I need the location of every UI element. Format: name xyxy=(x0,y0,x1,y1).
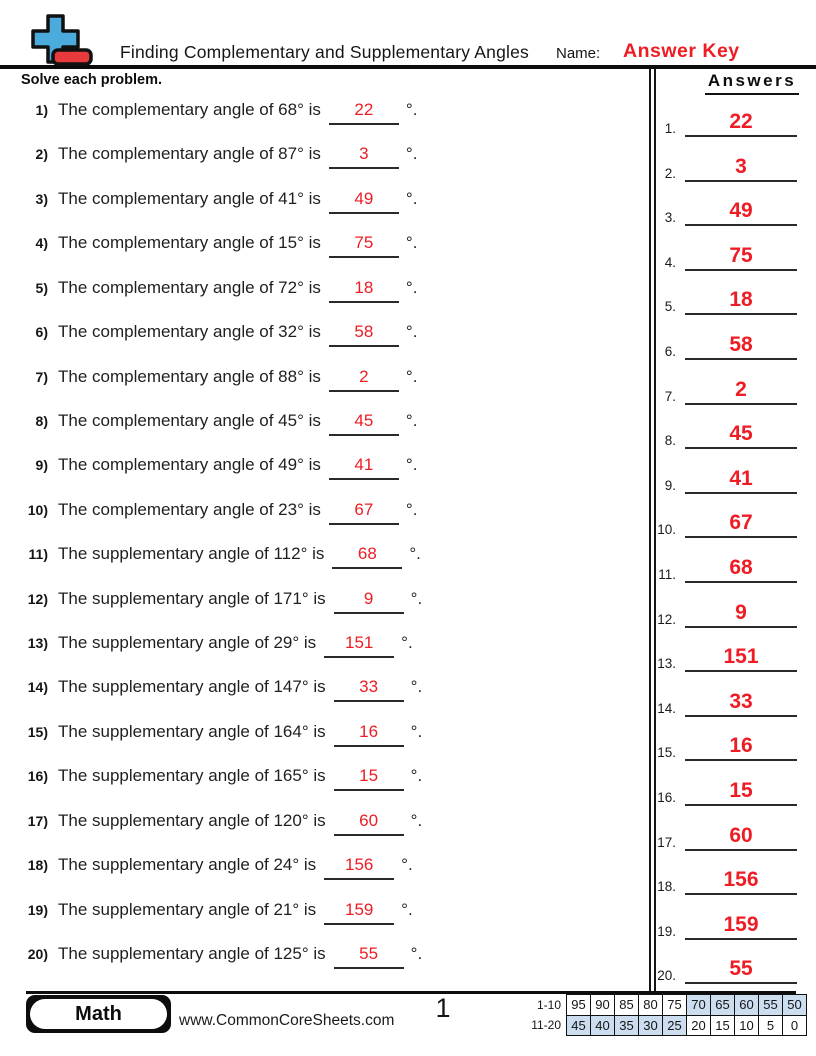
problem-answer: 16 xyxy=(359,721,379,741)
answer-line xyxy=(685,512,797,538)
problem-row xyxy=(20,811,422,836)
problem-row xyxy=(20,100,417,125)
problem-text: The supplementary angle of 21° is xyxy=(58,899,317,919)
answer-number: 3. xyxy=(664,210,676,226)
problem-number: 18) xyxy=(27,857,48,874)
problem-answer: 22 xyxy=(354,100,374,119)
answer-line xyxy=(685,735,797,761)
degree-suffix: °. xyxy=(409,544,421,564)
answer-number: 16. xyxy=(657,790,676,805)
score-cell: 90 xyxy=(591,995,615,1016)
answer-line xyxy=(685,468,797,494)
plus-minus-logo xyxy=(28,12,94,70)
problem-row xyxy=(20,322,417,347)
answer-number: 17. xyxy=(657,834,676,850)
problem-answer: 49 xyxy=(354,188,374,208)
degree-suffix: °. xyxy=(410,766,423,786)
problem-answer: 156 xyxy=(344,855,374,875)
problem-number: 13) xyxy=(27,635,48,652)
header-divider xyxy=(0,65,816,69)
problem-row xyxy=(20,944,422,969)
problem-row xyxy=(20,544,421,569)
problem-number: 12) xyxy=(27,590,48,607)
answer-row xyxy=(654,910,806,940)
answer-row xyxy=(654,776,806,806)
answer-row xyxy=(654,107,806,137)
answer-value: 75 xyxy=(729,243,753,267)
answer-value: 58 xyxy=(729,333,753,356)
answer-number: 13. xyxy=(657,656,676,672)
score-cell: 75 xyxy=(663,995,687,1016)
answer-line xyxy=(685,869,797,895)
answer-value: 60 xyxy=(729,823,753,847)
problem-answer: 75 xyxy=(354,233,374,253)
answer-row xyxy=(654,152,806,182)
answer-line xyxy=(685,111,797,137)
problem-number: 2) xyxy=(35,146,48,163)
answer-blank xyxy=(329,322,399,347)
answer-blank xyxy=(329,100,399,125)
answer-line xyxy=(685,156,797,182)
answer-line xyxy=(685,334,797,360)
problem-row xyxy=(20,633,413,658)
score-cell: 40 xyxy=(591,1015,615,1036)
answer-blank xyxy=(329,367,399,392)
answer-number: 5. xyxy=(664,299,676,315)
answer-value: 55 xyxy=(729,957,753,981)
degree-suffix: °. xyxy=(410,677,423,697)
score-cell: 5 xyxy=(759,1015,783,1036)
score-cell: 0 xyxy=(783,1015,807,1036)
score-cell: 15 xyxy=(711,1015,735,1036)
answer-line xyxy=(685,379,797,405)
answer-blank xyxy=(329,233,399,258)
problem-text: The supplementary angle of 147° is xyxy=(58,677,326,697)
answer-line xyxy=(685,245,797,271)
problem-row xyxy=(20,411,417,436)
problem-text: The supplementary angle of 112° is xyxy=(58,544,325,564)
problem-number: 4) xyxy=(35,235,48,252)
answer-number: 7. xyxy=(664,388,676,404)
problem-answer: 3 xyxy=(359,144,369,164)
problem-text: The supplementary angle of 24° is xyxy=(58,855,317,875)
answer-number: 4. xyxy=(664,254,676,270)
problem-answer: 68 xyxy=(357,544,377,564)
answer-row xyxy=(654,285,806,315)
score-cell: 10 xyxy=(735,1015,759,1036)
answer-blank xyxy=(329,278,399,303)
website-url: www.CommonCoreSheets.com xyxy=(179,1012,395,1029)
problem-answer: 67 xyxy=(354,499,374,519)
problem-number: 10) xyxy=(27,501,48,518)
answer-value: 159 xyxy=(723,912,759,936)
score-range-label: 11-20 xyxy=(531,1018,561,1033)
problem-text: The supplementary angle of 125° is xyxy=(58,943,326,963)
answer-blank xyxy=(334,944,404,969)
problem-number: 8) xyxy=(35,412,48,429)
answer-row xyxy=(654,731,806,761)
answer-number: 1. xyxy=(664,121,676,136)
problem-text: The supplementary angle of 120° is xyxy=(58,810,326,830)
problem-text: The supplementary angle of 164° is xyxy=(58,721,326,741)
problem-number: 20) xyxy=(27,945,48,962)
answer-blank xyxy=(334,811,404,836)
problem-number: 3) xyxy=(35,190,48,207)
problem-row xyxy=(20,189,417,214)
degree-suffix: °. xyxy=(410,588,423,608)
score-cell: 70 xyxy=(687,995,711,1016)
score-cell: 85 xyxy=(615,995,639,1016)
answer-line xyxy=(685,557,797,583)
problem-number: 9) xyxy=(35,457,48,474)
problem-number: 1) xyxy=(35,102,48,118)
answer-row xyxy=(654,865,806,895)
answer-line xyxy=(685,780,797,806)
problem-row xyxy=(20,677,422,702)
answer-row xyxy=(654,687,806,717)
degree-suffix: °. xyxy=(405,366,418,386)
instructions-text: Solve each problem. xyxy=(21,72,163,88)
score-range-label: 1-10 xyxy=(536,997,561,1012)
problem-text: The complementary angle of 87° is xyxy=(58,144,321,164)
answer-value: 151 xyxy=(723,645,759,669)
answer-number: 18. xyxy=(657,879,676,895)
answer-row xyxy=(654,954,806,984)
problem-row xyxy=(20,722,422,747)
answer-line xyxy=(685,423,797,449)
answer-line xyxy=(685,602,797,628)
answer-value: 15 xyxy=(729,779,753,802)
answer-blank xyxy=(329,144,399,169)
answer-row xyxy=(654,642,806,672)
answer-row xyxy=(654,464,806,494)
answer-blank xyxy=(334,722,404,747)
score-cell: 80 xyxy=(639,995,663,1016)
answer-blank xyxy=(329,500,399,525)
answer-row xyxy=(654,598,806,628)
worksheet-title: Finding Complementary and Supplementary Angles xyxy=(120,42,530,62)
answer-value: 9 xyxy=(735,600,747,624)
degree-suffix: °. xyxy=(405,100,418,119)
answer-number: 11. xyxy=(658,567,676,582)
answer-blank xyxy=(329,189,399,214)
score-cell: 45 xyxy=(567,1015,591,1036)
answer-value: 2 xyxy=(735,377,747,401)
problem-answer: 41 xyxy=(354,455,374,475)
problem-text: The complementary angle of 41° is xyxy=(58,188,321,208)
answer-line xyxy=(685,958,797,984)
problem-answer: 45 xyxy=(354,410,374,430)
answer-number: 19. xyxy=(657,923,676,939)
degree-suffix: °. xyxy=(401,855,413,875)
score-cell: 25 xyxy=(663,1015,687,1036)
problem-text: The complementary angle of 45° is xyxy=(58,410,321,430)
problem-row xyxy=(20,455,417,480)
answer-row xyxy=(654,375,806,405)
score-cell: 60 xyxy=(735,995,759,1016)
degree-suffix: °. xyxy=(405,322,418,342)
answer-value: 3 xyxy=(735,154,747,178)
answer-key-label: Answer Key xyxy=(623,40,740,62)
answer-value: 41 xyxy=(729,466,753,490)
degree-suffix: °. xyxy=(405,188,418,208)
subject-badge-pill xyxy=(30,999,167,1029)
degree-suffix: °. xyxy=(405,410,418,430)
problem-row xyxy=(20,278,417,303)
answer-blank xyxy=(329,411,399,436)
problem-text: The supplementary angle of 165° is xyxy=(58,766,326,786)
problem-row xyxy=(20,855,413,880)
score-cell: 30 xyxy=(639,1015,663,1036)
score-table xyxy=(519,994,807,1036)
problem-number: 5) xyxy=(35,279,48,296)
answer-value: 45 xyxy=(729,422,753,446)
degree-suffix: °. xyxy=(405,277,418,297)
problem-answer: 159 xyxy=(344,899,374,919)
answer-row xyxy=(654,553,806,583)
problem-number: 14) xyxy=(27,679,48,696)
answer-number: 15. xyxy=(657,745,676,761)
degree-suffix: °. xyxy=(410,943,423,963)
answer-line xyxy=(685,646,797,672)
problem-row xyxy=(20,367,417,392)
degree-suffix: °. xyxy=(405,499,418,519)
problem-text: The complementary angle of 49° is xyxy=(58,455,321,475)
problem-text: The complementary angle of 23° is xyxy=(58,499,321,519)
problem-answer: 9 xyxy=(363,588,374,608)
answer-value: 67 xyxy=(729,511,753,535)
degree-suffix: °. xyxy=(405,233,418,253)
answer-blank xyxy=(329,455,399,480)
answer-blank xyxy=(332,544,402,569)
problem-answer: 60 xyxy=(359,810,379,830)
score-cell: 95 xyxy=(567,995,591,1016)
problem-number: 6) xyxy=(35,324,48,341)
score-cell: 20 xyxy=(687,1015,711,1036)
answer-number: 20. xyxy=(657,968,676,984)
subject-badge xyxy=(26,995,171,1033)
problem-answer: 55 xyxy=(359,943,379,963)
answer-number: 2. xyxy=(664,165,676,181)
problem-number: 16) xyxy=(27,768,48,785)
answer-blank xyxy=(324,855,394,880)
subject-label: Math xyxy=(75,1002,122,1025)
degree-suffix: °. xyxy=(401,899,413,919)
answer-number: 9. xyxy=(664,477,676,493)
problem-answer: 2 xyxy=(359,366,369,386)
answer-value: 33 xyxy=(729,689,753,713)
score-cell: 65 xyxy=(711,995,735,1016)
degree-suffix: °. xyxy=(401,633,413,653)
answer-line xyxy=(685,289,797,315)
answer-number: 6. xyxy=(664,344,676,359)
answer-value: 49 xyxy=(729,199,753,223)
degree-suffix: °. xyxy=(410,810,423,830)
problem-row xyxy=(20,766,422,791)
problem-text: The supplementary angle of 29° is xyxy=(58,633,317,653)
answer-row xyxy=(654,241,806,271)
answer-value: 16 xyxy=(729,734,753,758)
problem-text: The complementary angle of 32° is xyxy=(58,322,321,342)
answer-blank xyxy=(324,900,394,925)
answer-row xyxy=(654,196,806,226)
degree-suffix: °. xyxy=(405,144,418,164)
answer-value: 68 xyxy=(729,556,753,579)
page-number: 1 xyxy=(435,993,451,1023)
answer-blank xyxy=(334,589,404,614)
problem-text: The complementary angle of 68° is xyxy=(58,100,321,119)
problem-text: The complementary angle of 88° is xyxy=(58,366,321,386)
problem-text: The complementary angle of 72° is xyxy=(58,277,321,297)
problem-answer: 18 xyxy=(354,277,374,297)
score-cell: 50 xyxy=(783,995,807,1016)
score-cell: 55 xyxy=(759,995,783,1016)
degree-suffix: °. xyxy=(405,455,418,475)
problem-answer: 58 xyxy=(354,322,374,342)
answer-number: 12. xyxy=(657,611,676,627)
answer-row xyxy=(654,508,806,538)
answer-value: 156 xyxy=(723,868,759,892)
problem-answer: 33 xyxy=(359,677,379,697)
problem-text: The supplementary angle of 171° is xyxy=(58,588,326,608)
problem-number: 15) xyxy=(27,723,48,740)
problem-row xyxy=(20,589,422,614)
degree-suffix: °. xyxy=(410,721,423,741)
answer-number: 10. xyxy=(657,522,676,538)
problem-number: 7) xyxy=(35,368,48,385)
problem-number: 19) xyxy=(27,901,48,918)
answer-blank xyxy=(324,633,394,658)
problem-answer: 15 xyxy=(359,766,379,786)
answer-line xyxy=(685,914,797,940)
answer-line xyxy=(685,200,797,226)
problem-text: The complementary angle of 15° is xyxy=(58,233,321,253)
problem-row xyxy=(20,144,417,169)
problem-answer: 151 xyxy=(344,633,374,653)
answer-row xyxy=(654,419,806,449)
problem-number: 17) xyxy=(27,812,48,829)
answer-blank xyxy=(334,677,404,702)
answer-row xyxy=(654,821,806,851)
answer-number: 14. xyxy=(657,700,676,716)
answers-heading: Answers xyxy=(698,71,806,95)
answer-line xyxy=(685,825,797,851)
problem-row xyxy=(20,900,413,925)
answer-value: 18 xyxy=(729,288,753,312)
problem-row xyxy=(20,500,417,525)
name-label: Name: xyxy=(556,45,601,62)
answer-row xyxy=(654,330,806,360)
score-cell: 35 xyxy=(615,1015,639,1036)
answer-blank xyxy=(334,766,404,791)
minus-icon xyxy=(53,50,91,64)
answer-line xyxy=(685,691,797,717)
answer-number: 8. xyxy=(664,433,676,449)
problem-number: 11) xyxy=(28,546,48,563)
problem-row xyxy=(20,233,417,258)
answer-value: 22 xyxy=(729,110,753,133)
